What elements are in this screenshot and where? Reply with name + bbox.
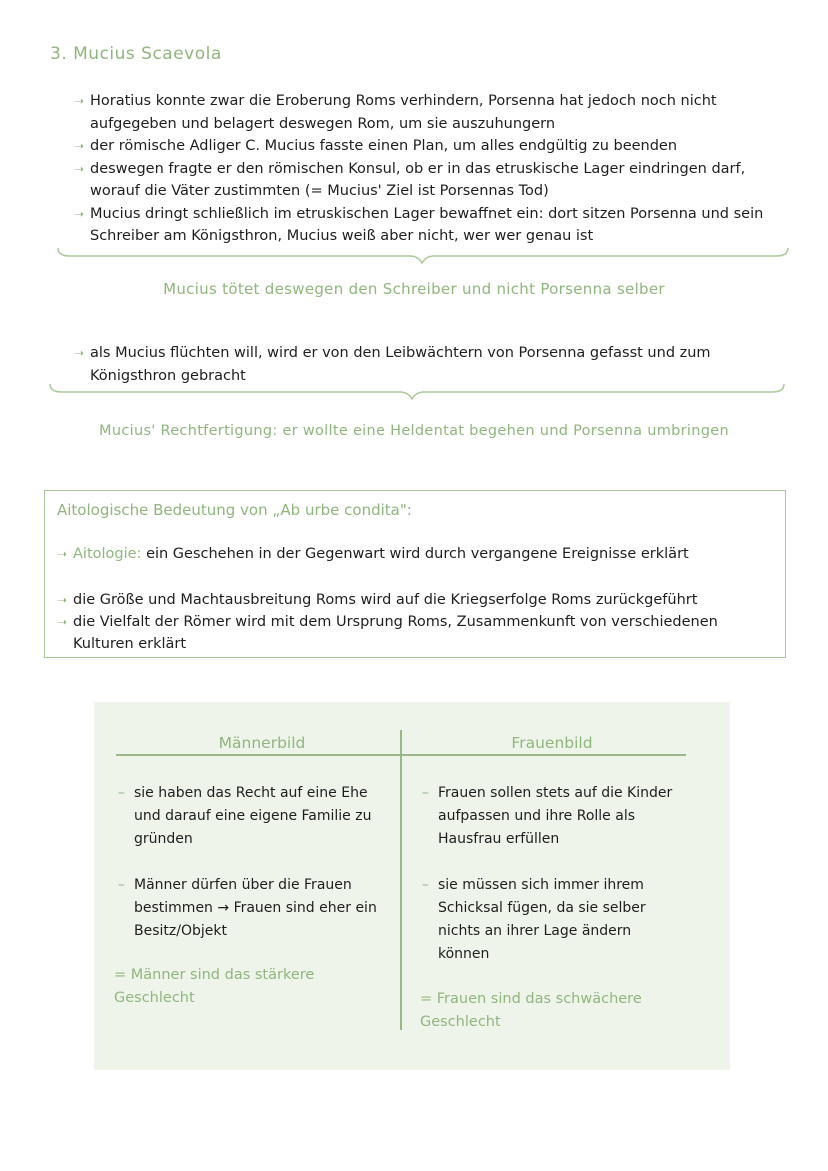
arrow-right-icon: ➝ — [74, 206, 85, 221]
arrow-right-icon: ➝ — [57, 593, 68, 607]
list-item: – Männer dürfen über die Frauen bestimmen → Frauen sind eher ein Besitz/Objekt — [118, 874, 384, 943]
arrow-right-icon: ➝ — [74, 161, 85, 176]
comparison-panel — [94, 702, 730, 1070]
curly-brace-divider — [48, 382, 788, 402]
list-item: – sie haben das Recht auf eine Ehe und darauf eine eigene Familie zu gründen — [118, 782, 384, 851]
column-divider — [400, 730, 402, 1030]
points-list — [57, 589, 775, 655]
arrow-right-icon: ➝ — [74, 139, 85, 153]
list-item: ➝ Aitologie: ein Geschehen in der Gegenwart wird durch vergangene Ereignisse erklärt — [57, 543, 775, 565]
arrow-right-icon: ➝ — [74, 94, 85, 108]
box-heading: Aitologische Bedeutung von „Ab urbe condita": — [57, 501, 412, 519]
dash-icon: – — [118, 877, 125, 893]
list-item: ➝ deswegen fragte er den römischen Konsul, ob er in das etruskische Lager eindringen darf, worauf die Väter zustimmten (= Mucius' Ziel ist Porsennas Tod) — [74, 158, 774, 203]
arrow-right-icon: ➝ — [74, 346, 85, 360]
curly-brace-divider — [56, 246, 792, 266]
conclusion-text: Mucius tötet deswegen den Schreiber und nicht Porsenna selber — [163, 280, 665, 298]
dash-icon: – — [422, 785, 429, 801]
list-item: – Frauen sollen stets auf die Kinder aufpassen und ihre Rolle als Hausfrau erfüllen — [422, 782, 678, 851]
list-item: ➝ Mucius dringt schließlich im etruskischen Lager bewaffnet ein: dort sitzen Porsenna und sein Schreiber am Königsthron, Mucius weiß aber nicht, wer wer genau ist — [74, 203, 774, 248]
term-label: Aitologie: — [73, 546, 142, 562]
list-item: ➝ die Größe und Machtausbreitung Roms wird auf die Kriegserfolge Roms zurückgeführt — [57, 589, 775, 611]
list-item: – sie müssen sich immer ihrem Schicksal fügen, da sie selber nichts an ihrer Lage ändern können — [422, 874, 678, 966]
left-column-header: Männerbild — [218, 734, 306, 752]
list-item: ➝ als Mucius flüchten will, wird er von den Leibwächtern von Porsenna gefasst und zum Königsthron gebracht — [74, 342, 764, 387]
dash-icon: – — [422, 877, 429, 893]
left-summary: = Männer sind das stärkere Geschlecht — [114, 967, 315, 1006]
arrow-right-icon: ➝ — [57, 615, 68, 629]
right-summary: = Frauen sind das schwächere Geschlecht — [420, 991, 642, 1030]
list-item: ➝ Horatius konnte zwar die Eroberung Roms verhindern, Porsenna hat jedoch noch nicht aufgegeben und belagert deswegen Rom, um sie auszuhungern — [74, 90, 774, 135]
section-title: 3. Mucius Scaevola — [50, 44, 222, 64]
right-column-header: Frauenbild — [511, 734, 593, 752]
main-bullet-list — [74, 90, 774, 248]
aitology-box — [44, 490, 786, 658]
list-item: ➝ der römische Adliger C. Mucius fasste einen Plan, um alles endgültig zu beenden — [74, 135, 774, 158]
list-item: ➝ die Vielfalt der Römer wird mit dem Ursprung Roms, Zusammenkunft von verschiedenen Kulturen erklärt — [57, 611, 775, 655]
definition-list — [57, 543, 775, 565]
arrow-right-icon: ➝ — [57, 547, 68, 561]
justification-text: Mucius' Rechtfertigung: er wollte eine Heldentat begehen und Porsenna umbringen — [99, 423, 729, 439]
dash-icon: – — [118, 785, 125, 801]
second-bullet-list — [74, 342, 764, 387]
